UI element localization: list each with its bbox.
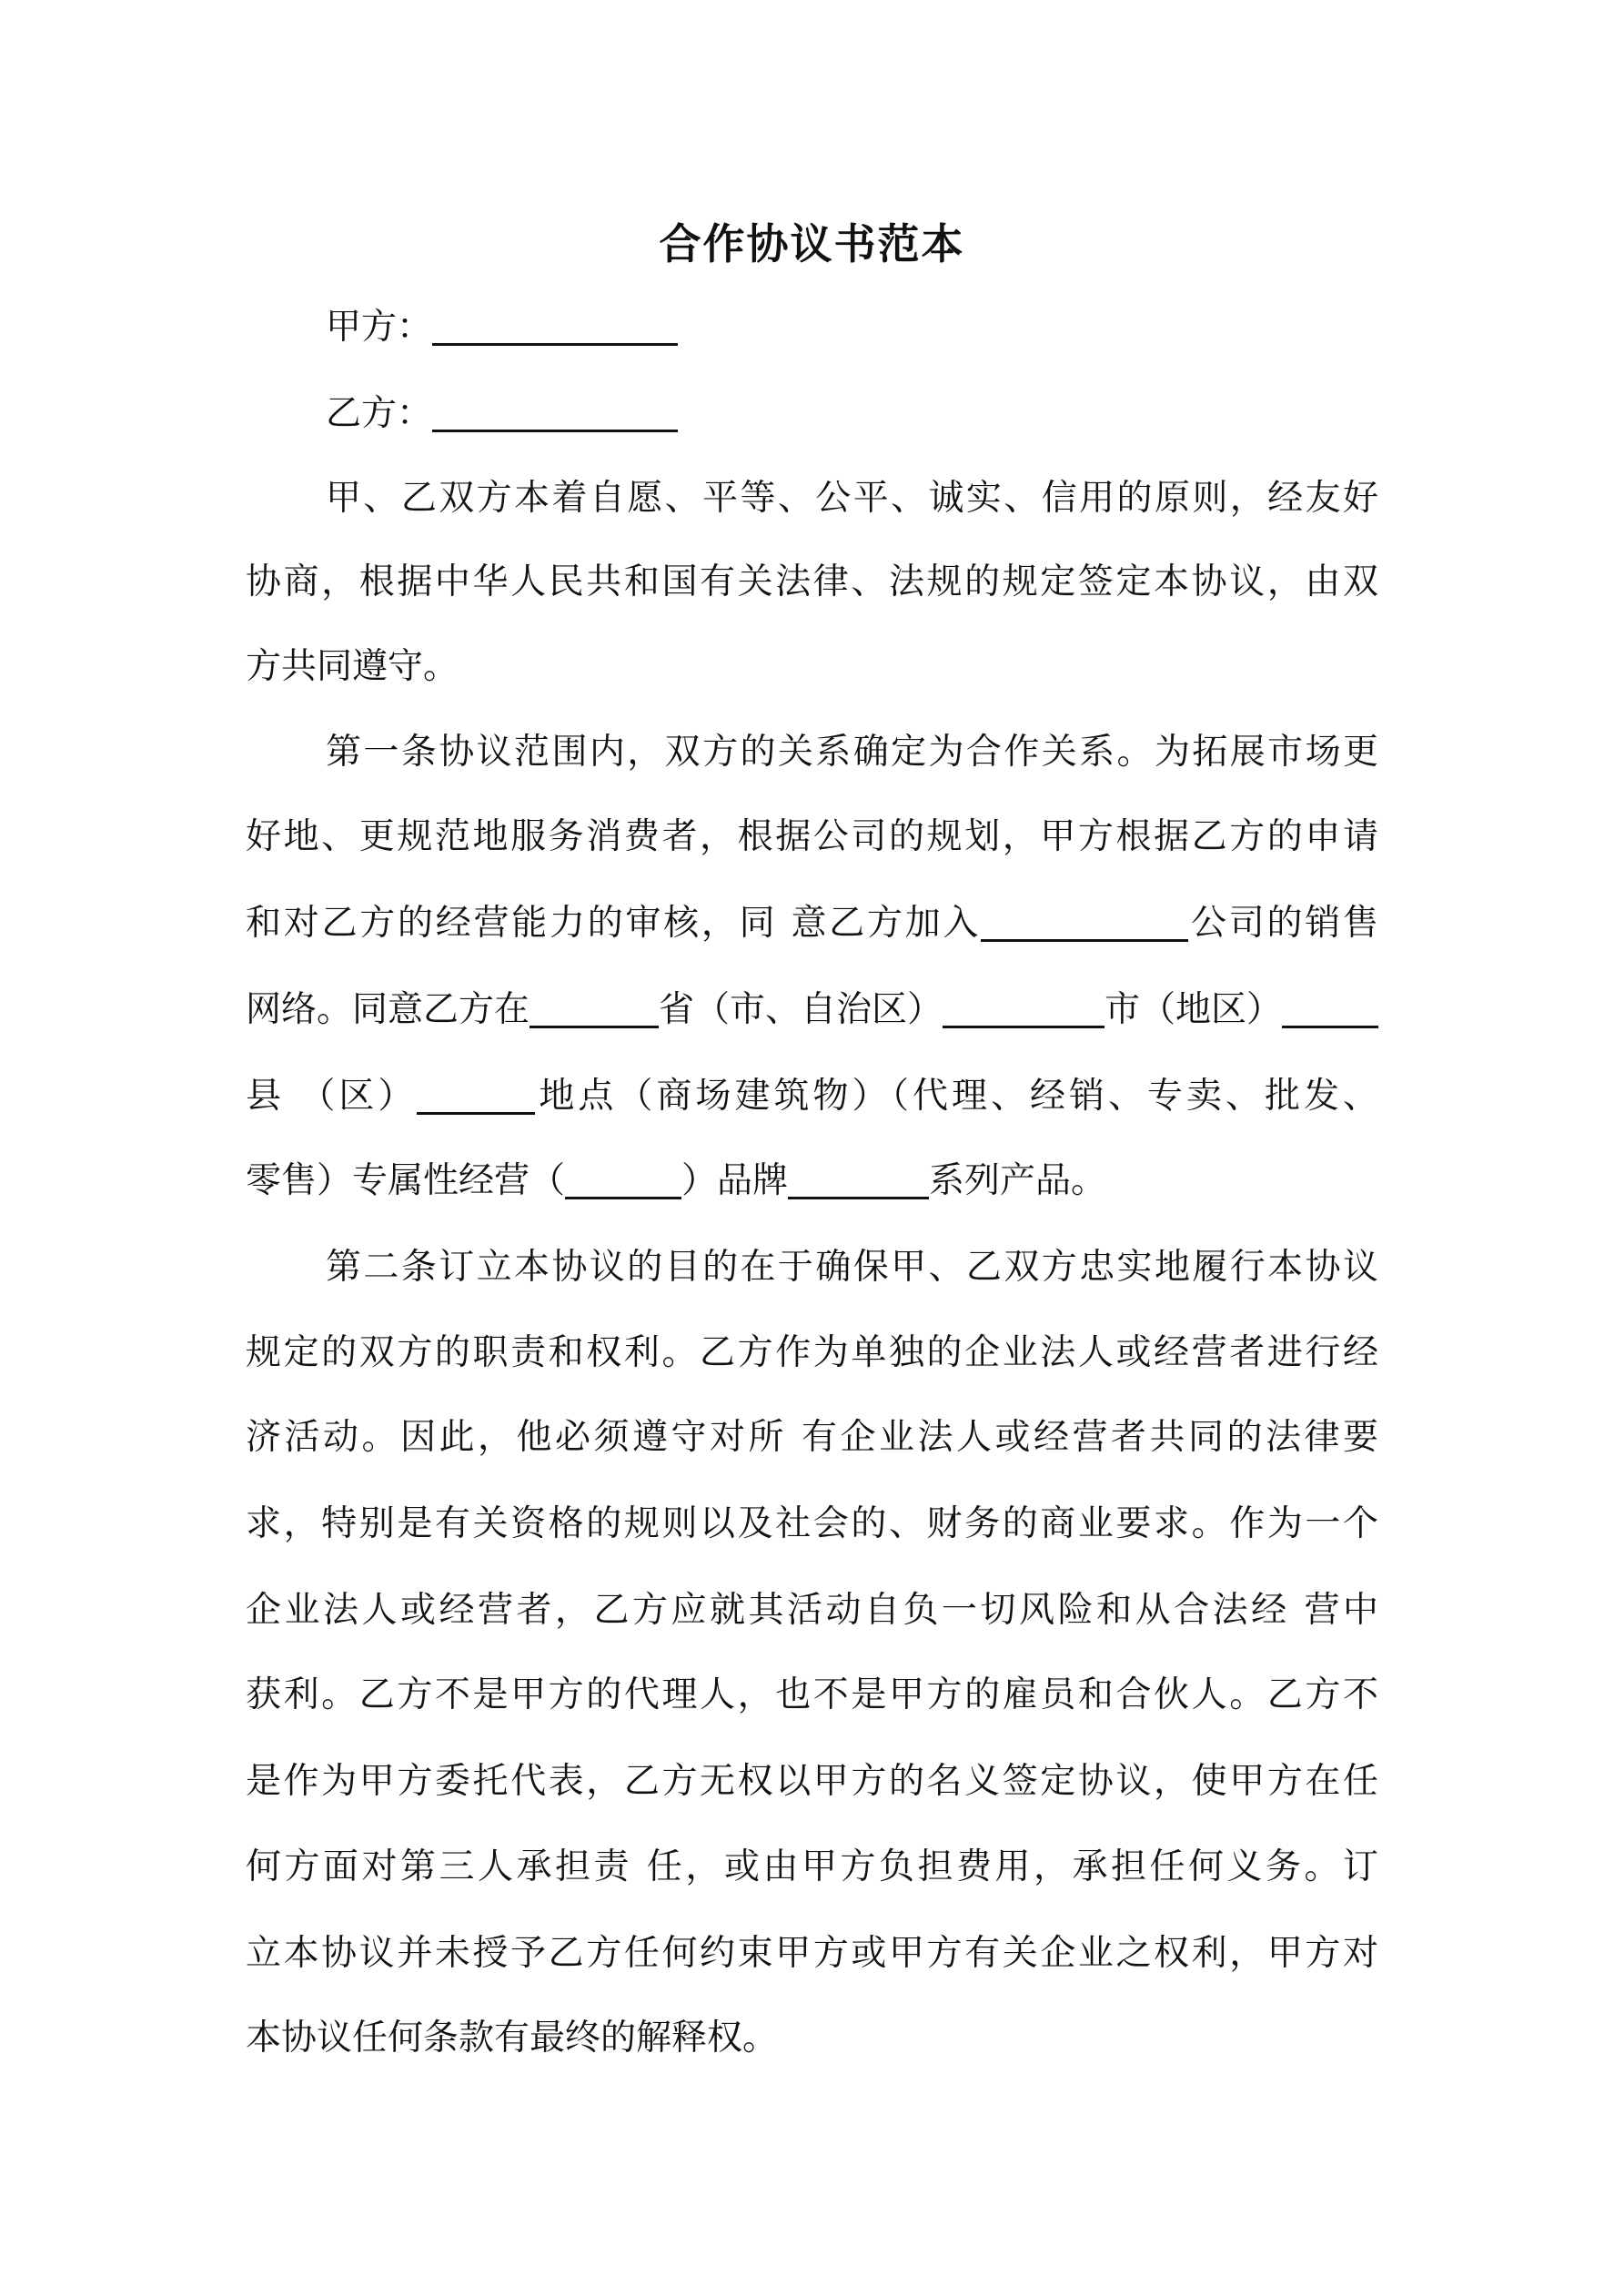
district-blank bbox=[417, 1074, 535, 1115]
brand-blank bbox=[788, 1158, 929, 1199]
intro-line-3: 方共同遵守。 bbox=[246, 646, 459, 687]
article1-line-4 bbox=[246, 983, 1378, 1037]
article1-line-5-text-a: 县 （区） bbox=[246, 1076, 418, 1117]
article1-line-4-text-a: 网络。同意乙方在 bbox=[246, 989, 530, 1030]
article1-line-5-text-b: 地点（商场建筑物）（代理、经销、专卖、批发、 bbox=[535, 1076, 1378, 1117]
article1-line-4-text-c: 市（地区） bbox=[1105, 989, 1283, 1030]
article2-line-2: 规定的双方的职责和权利。乙方作为单独的企业法人或经营者进行经 bbox=[246, 1332, 1378, 1373]
party-a-blank bbox=[432, 305, 678, 346]
article2-line-7: 是作为甲方委托代表，乙方无权以甲方的名义签定协议，使甲方在任 bbox=[246, 1761, 1378, 1802]
article1-line-2: 好地、更规范地服务消费者，根据公司的规划，甲方根据乙方的申请 bbox=[246, 816, 1378, 857]
city-blank bbox=[943, 987, 1105, 1028]
article2-line-4: 求，特别是有关资格的规则以及社会的、财务的商业要求。作为一个 bbox=[246, 1503, 1378, 1544]
party-a-line bbox=[326, 300, 1378, 355]
article2-line-1: 第二条订立本协议的目的在于确保甲、乙双方忠实地履行本协议 bbox=[326, 1247, 1378, 1288]
county-blank bbox=[1282, 987, 1378, 1028]
article1-line-3 bbox=[246, 896, 1378, 951]
article1-line-6 bbox=[246, 1154, 1378, 1209]
party-b-line bbox=[326, 387, 1378, 441]
article2-line-10: 本协议任何条款有最终的解释权。 bbox=[246, 2018, 779, 2058]
article2-line-8: 何方面对第三人承担责 任，或由甲方负担费用，承担任何义务。订 bbox=[246, 1846, 1378, 1887]
party-a-label: 甲方： bbox=[326, 307, 433, 348]
article2-line-9: 立本协议并未授予乙方任何约束甲方或甲方有关企业之权利，甲方对 bbox=[246, 1933, 1378, 1974]
article1-line-3-text-a: 和对乙方的经营能力的审核，同 意乙方加入 bbox=[246, 903, 982, 944]
article1-line-6-text-a: 零售）专属性经营（ bbox=[246, 1160, 566, 1201]
article1-line-5 bbox=[246, 1069, 1378, 1124]
document-title: 合作协议书范本 bbox=[659, 219, 965, 268]
article1-line-3-text-b: 公司的销售 bbox=[1188, 903, 1378, 944]
company-name-blank bbox=[981, 901, 1188, 942]
article2-line-3: 济活动。因此，他必须遵守对所 有企业法人或经营者共同的法律要 bbox=[246, 1417, 1378, 1458]
article1-line-1: 第一条协议范围内，双方的关系确定为合作关系。为拓展市场更 bbox=[326, 732, 1378, 773]
article1-line-6-text-c: 系列产品。 bbox=[929, 1160, 1107, 1201]
article1-line-4-text-b: 省（市、自治区） bbox=[659, 989, 943, 1030]
article2-line-5: 企业法人或经营者，乙方应就其活动自负一切风险和从合法经 营中 bbox=[246, 1590, 1378, 1631]
business-type-blank bbox=[565, 1158, 681, 1199]
party-b-blank bbox=[432, 391, 678, 432]
intro-line-2: 协商，根据中华人民共和国有关法律、法规的规定签定本协议，由双 bbox=[246, 561, 1378, 602]
party-b-label: 乙方： bbox=[326, 393, 433, 434]
article2-line-6: 获利。乙方不是甲方的代理人，也不是甲方的雇员和合伙人。乙方不 bbox=[246, 1674, 1378, 1715]
article1-line-6-text-b: ）品牌 bbox=[681, 1160, 789, 1201]
intro-line-1: 甲、乙双方本着自愿、平等、公平、诚实、信用的原则，经友好 bbox=[326, 478, 1378, 519]
province-blank bbox=[530, 987, 659, 1028]
